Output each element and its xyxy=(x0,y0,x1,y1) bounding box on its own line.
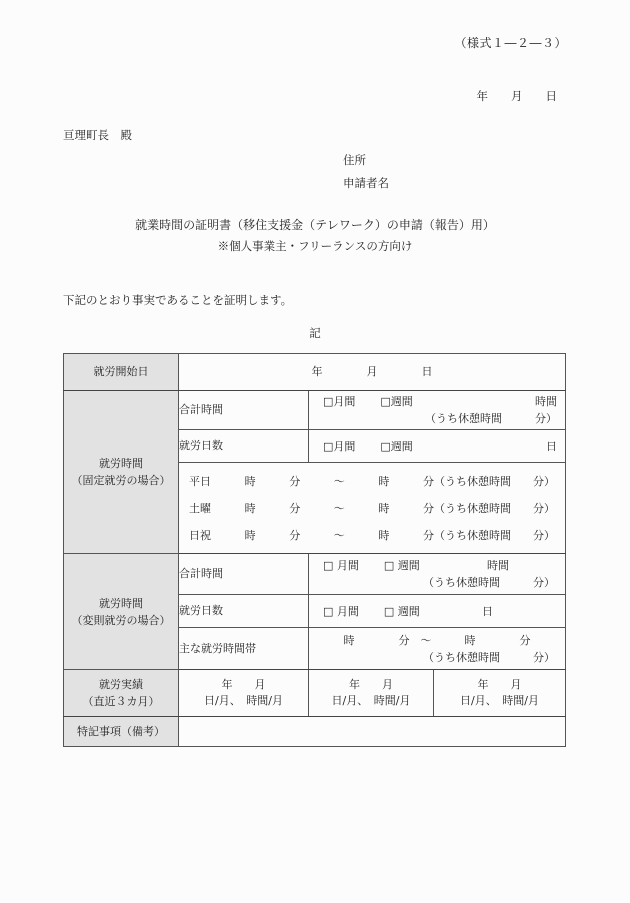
irregular-main-hours-label: 主な就労時間帯 xyxy=(179,628,309,670)
section-marker: 記 xyxy=(309,326,321,340)
irregular-total-week-checkbox: □ 週間 xyxy=(383,559,420,572)
form-number: （様式１―２―３） xyxy=(454,36,567,50)
saturday-end-min-break: 分（うち休憩時間 分） xyxy=(422,501,555,515)
sunday-holiday-end-min-break: 分（うち休憩時間 分） xyxy=(422,528,555,542)
record-2-year-month: 年 月 xyxy=(349,678,393,691)
irregular-work-days-value xyxy=(309,595,566,628)
saturday-start-min: 分 xyxy=(289,501,301,515)
fixed-total-hours-unit: 時間 xyxy=(535,395,558,408)
applicant-block xyxy=(343,149,389,194)
record-1-year-month: 年 月 xyxy=(221,678,266,691)
applicant-name-label: 申請者名 xyxy=(343,175,389,190)
work-record-label xyxy=(64,670,179,717)
record-3-year-month: 年 月 xyxy=(477,678,522,691)
irregular-days-week-checkbox: □ 週間 xyxy=(383,604,420,618)
irregular-total-hours-row xyxy=(64,554,566,595)
fixed-total-month-checkbox: □月間 xyxy=(323,395,356,408)
fixed-days-month-checkbox: □月間 xyxy=(323,439,356,453)
fixed-total-break-note: （うち休憩時間 分） xyxy=(425,412,558,425)
weekday-end-hour: 時 xyxy=(378,474,390,488)
saturday-tilde: ～ xyxy=(333,501,345,515)
sunday-holiday-label: 日祝 xyxy=(189,528,211,542)
weekday-label: 平日 xyxy=(189,474,211,488)
irregular-main-hours-range: 時 分 ～ 時 分 xyxy=(343,633,531,647)
record-1-per-month: 日/月、 時間/月 xyxy=(204,694,283,707)
date-line: 年 月 日 xyxy=(476,89,557,103)
weekday-tilde: ～ xyxy=(333,474,345,488)
record-3-per-month: 日/月、 時間/月 xyxy=(460,694,539,707)
fixed-total-hours-label: 合計時間 xyxy=(179,391,309,430)
work-record-month-1 xyxy=(179,670,309,717)
work-hours-table xyxy=(63,353,566,747)
schedule-line-weekday xyxy=(179,468,565,495)
sunday-holiday-tilde: ～ xyxy=(333,528,345,542)
fixed-work-days-label: 就労日数 xyxy=(179,430,309,463)
saturday-label: 土曜 xyxy=(189,501,211,515)
work-record-label-line1: 就労実績 xyxy=(99,678,143,691)
document-subtitle: ※個人事業主・フリーランスの方向け xyxy=(217,239,413,253)
irregular-work-days-label: 就労日数 xyxy=(179,595,309,628)
irregular-section-label xyxy=(64,554,179,670)
work-record-month-3 xyxy=(434,670,566,717)
notes-row xyxy=(64,717,566,747)
fixed-total-week-checkbox: □週間 xyxy=(380,395,413,408)
irregular-section-label-line2: （変則就労の場合） xyxy=(71,613,171,627)
irregular-total-hours-label: 合計時間 xyxy=(179,554,309,595)
start-date-value: 年 月 日 xyxy=(179,354,566,391)
work-record-month-2 xyxy=(309,670,434,717)
irregular-total-hours-value xyxy=(309,554,566,595)
start-date-row xyxy=(64,354,566,391)
irregular-main-hours-break-note: （うち休憩時間 分） xyxy=(423,650,556,664)
record-2-per-month: 日/月、 時間/月 xyxy=(331,694,411,707)
certification-statement: 下記のとおり事実であることを証明します。 xyxy=(63,293,293,307)
fixed-section-label-line1: 就労時間 xyxy=(99,457,143,470)
fixed-total-hours-value xyxy=(309,391,566,430)
irregular-days-unit: 日 xyxy=(482,604,494,618)
work-record-row xyxy=(64,670,566,717)
work-record-label-line2: （直近３カ月） xyxy=(82,695,160,708)
address-label: 住所 xyxy=(343,153,366,167)
fixed-schedule-cell xyxy=(179,463,566,554)
irregular-total-hours-unit: 時間 xyxy=(487,559,510,572)
notes-value xyxy=(179,717,566,747)
irregular-total-month-checkbox: □ 月間 xyxy=(323,559,359,572)
start-date-label: 就労開始日 xyxy=(64,354,179,391)
sunday-holiday-end-hour: 時 xyxy=(378,528,390,542)
notes-label: 特記事項（備考） xyxy=(64,717,179,747)
weekday-end-min-break: 分（うち休憩時間 分） xyxy=(422,474,555,488)
irregular-total-break-note: （うち休憩時間 分） xyxy=(423,576,556,589)
schedule-line-saturday xyxy=(179,495,565,522)
sunday-holiday-start-hour: 時 xyxy=(244,528,256,542)
saturday-end-hour: 時 xyxy=(378,501,390,515)
fixed-section-label-line2: （固定就労の場合） xyxy=(71,474,171,487)
fixed-section-label xyxy=(64,391,179,554)
irregular-section-label-line1: 就労時間 xyxy=(99,596,143,610)
fixed-days-unit: 日 xyxy=(546,439,558,453)
addressee: 亘理町長 殿 xyxy=(63,128,132,142)
fixed-days-week-checkbox: □週間 xyxy=(380,439,413,453)
fixed-work-days-value xyxy=(309,430,566,463)
document-title: 就業時間の証明書（移住支援金（テレワーク）の申請（報告）用） xyxy=(135,218,495,232)
sunday-holiday-start-min: 分 xyxy=(289,528,301,542)
saturday-start-hour: 時 xyxy=(244,501,256,515)
irregular-days-month-checkbox: □ 月間 xyxy=(323,604,359,618)
weekday-start-hour: 時 xyxy=(244,474,256,488)
schedule-line-sunday-holiday xyxy=(179,522,565,549)
weekday-start-min: 分 xyxy=(289,474,301,488)
irregular-main-hours-value xyxy=(309,628,566,670)
fixed-total-hours-row xyxy=(64,391,566,430)
